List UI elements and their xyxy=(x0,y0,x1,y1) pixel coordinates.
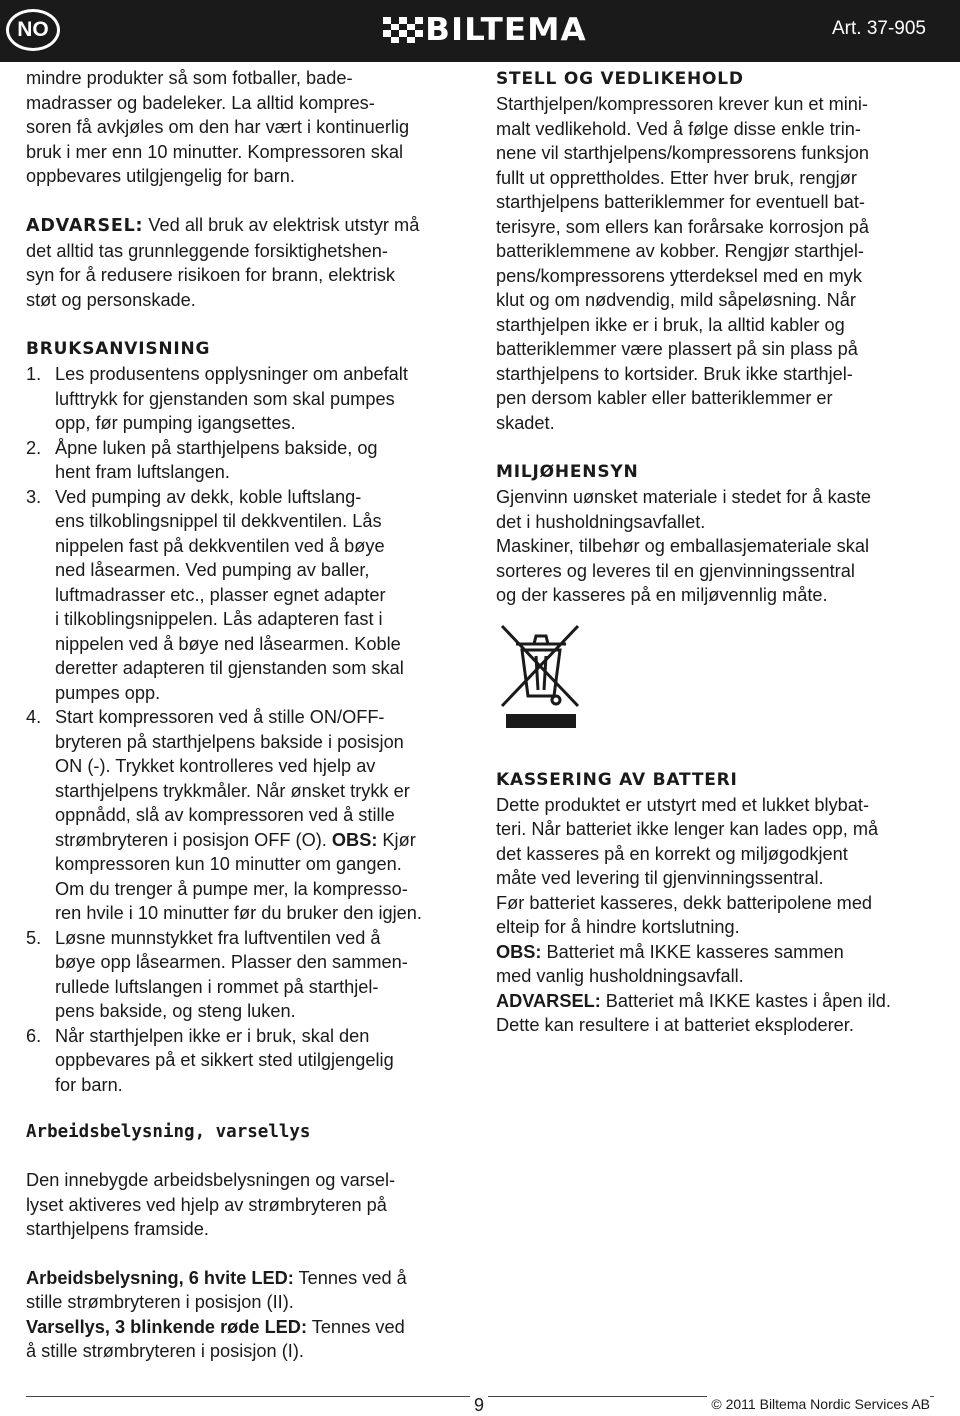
warning-paragraph: ADVARSEL: Ved all bruk av elektrisk utstyr må det alltid tas grunnleggende forsiktighetshen- syn for å redusere risikoen for brann, elektrisk støt og personskade. xyxy=(26,214,420,310)
environment-paragraph: Gjenvinn uønsket materiale i stedet for å kaste det i husholdningsavfallet. Maskiner, tilbehør og emballasjemateriale skal sorteres og leveres til en gjenvinningssentral og der kasseres på en miljøvennlig måte. xyxy=(496,487,872,605)
lighting-intro: Den innebygde arbeidsbelysningen og varsel- lyset aktiveres ved hjelp av strømbryteren på starthjelpens framside. xyxy=(26,1170,396,1239)
biltema-logo xyxy=(383,12,587,48)
warning-light-label: Varsellys, 3 blinkende røde LED: xyxy=(26,1316,307,1337)
list-item: 1. Les produsentens opplysninger om anbefalt lufttrykk for gjenstanden som skal pumpes opp, før pumping igangsettes. xyxy=(26,364,408,433)
lighting-details: Arbeidsbelysning, 6 hvite LED: Tennes ved å stille strømbryteren i posisjon (II). Varsellys, 3 blinkende røde LED: Tennes ved å stille strømbryteren i posisjon (I). xyxy=(26,1267,407,1361)
battery-heading: KASSERING AV BATTERI xyxy=(496,769,738,790)
page-number: 9 xyxy=(470,1395,488,1416)
warning-label: ADVARSEL: xyxy=(496,990,601,1011)
crossed-bin-icon xyxy=(498,620,586,732)
copyright: © 2011 Biltema Nordic Services AB xyxy=(707,1396,930,1412)
lighting-section xyxy=(26,1118,496,1364)
language-badge: NO xyxy=(6,9,60,51)
list-item: 2. Åpne luken på starthjelpens bakside, og hent fram luftslangen. xyxy=(26,437,378,482)
lighting-heading: Arbeidsbelysning, varsellys xyxy=(26,1122,311,1142)
warning-label: ADVARSEL: xyxy=(26,215,144,236)
list-item: 6. Når starthjelpen ikke er i bruk, skal den oppbevares på et sikkert sted utilgjengelig for barn. xyxy=(26,1025,394,1095)
left-column xyxy=(26,66,466,1097)
intro-paragraph: mindre produkter så som fotballer, bade- madrasser og badeleker. La alltid kompres- soren få avkjøles om den har vært i kontinuerlig bruk i mer enn 10 minutter. Kompressoren skal oppbevares utilgjengelig for barn. xyxy=(26,68,410,186)
checkered-flag-icon xyxy=(383,17,423,43)
obs-label: OBS: xyxy=(496,941,542,962)
environment-heading: MILJØHENSYN xyxy=(496,462,639,482)
article-number: Art. 37-905 xyxy=(832,18,926,39)
battery-paragraph: Dette produktet er utstyrt med et lukket blybat- teri. Når batteriet ikke lenger kan lades opp, må det kasseres på en korrekt og miljøgodkjent måte ved levering til gjenvinningssentral. Før batteriet kasseres, dekk batteripolene med elteip for å hindre kortslutning. OBS: Batteriet må IKKE kasseres sammen med vanlig husholdningsavfall. ADVARSEL: Batteriet må IKKE kastes i åpen ild. Dette kan resultere i at batteriet eksploderer. xyxy=(496,794,891,1035)
list-item: 4. Start kompressoren ved å stille ON/OFF- bryteren på starthjelpens bakside i posisjon ON (-). Trykket kontrolleres ved hjelp av starthjelpens trykkmåler. Når ønsket trykk er oppnådd, slå av kompressoren ved å stille strømbryteren i posisjon OFF (O). OBS: Kjør kompressoren kun 10 minutter om gangen. Om du trenger å pumpe mer, la kompresso- ren hvile i 10 minutter før du bruker den igjen. xyxy=(26,707,422,923)
list-item: 5. Løsne munnstykket fra luftventilen ved å bøye opp låsearmen. Plasser den sammen- rullede luftslangen i rommet på starthjel- pens bakside, og steng luken. xyxy=(26,927,408,1021)
care-paragraph: Starthjelpen/kompressoren krever kun et mini- malt vedlikehold. Ved å følge disse enkle trin- nene vil starthjelpens/kompressorens funksjon fullt ut opprettholdes. Etter hver bruk, rengjør starthjelpens batteriklemmer for eventuell bat- terisyre, som ellers kan forårsake korrosjon på batteriklemmene av kobber. Rengjør starthjel- pens/kompressorens ytterdeksel med en myk klut og om nødvendig, mild såpeløsning. Når starthjelpen ikke er i bruk, la alltid kabler og batteriklemmer være plassert på sin plass på starthjelpens to kortsider. Bruk ikke starthjel- pen dersom kabler eller batteriklemmer er skadet. xyxy=(496,94,870,433)
list-item: 3. Ved pumping av dekk, koble luftslang- ens tilkoblingsnippel til dekkventilen. Lås nippelen fast på dekkventilen ved å bøye ned låsearmen. Ved pumping av baller, luftmadrasser etc., plasser egnet adapter i tilkoblingsnippelen. Lås adapteren fast i nippelen ved å bøye ned låsearmen. Koble deretter adapteren til gjenstanden som skal pumpes opp. xyxy=(26,486,404,703)
logo-text: BILTEMA xyxy=(425,12,587,48)
page-header xyxy=(0,0,960,62)
usage-heading: BRUKSANVISNING xyxy=(26,339,211,359)
work-light-label: Arbeidsbelysning, 6 hvite LED: xyxy=(26,1267,294,1288)
care-heading: STELL OG VEDLIKEHOLD xyxy=(496,69,744,89)
usage-steps xyxy=(26,362,466,1097)
right-column xyxy=(496,66,936,1038)
